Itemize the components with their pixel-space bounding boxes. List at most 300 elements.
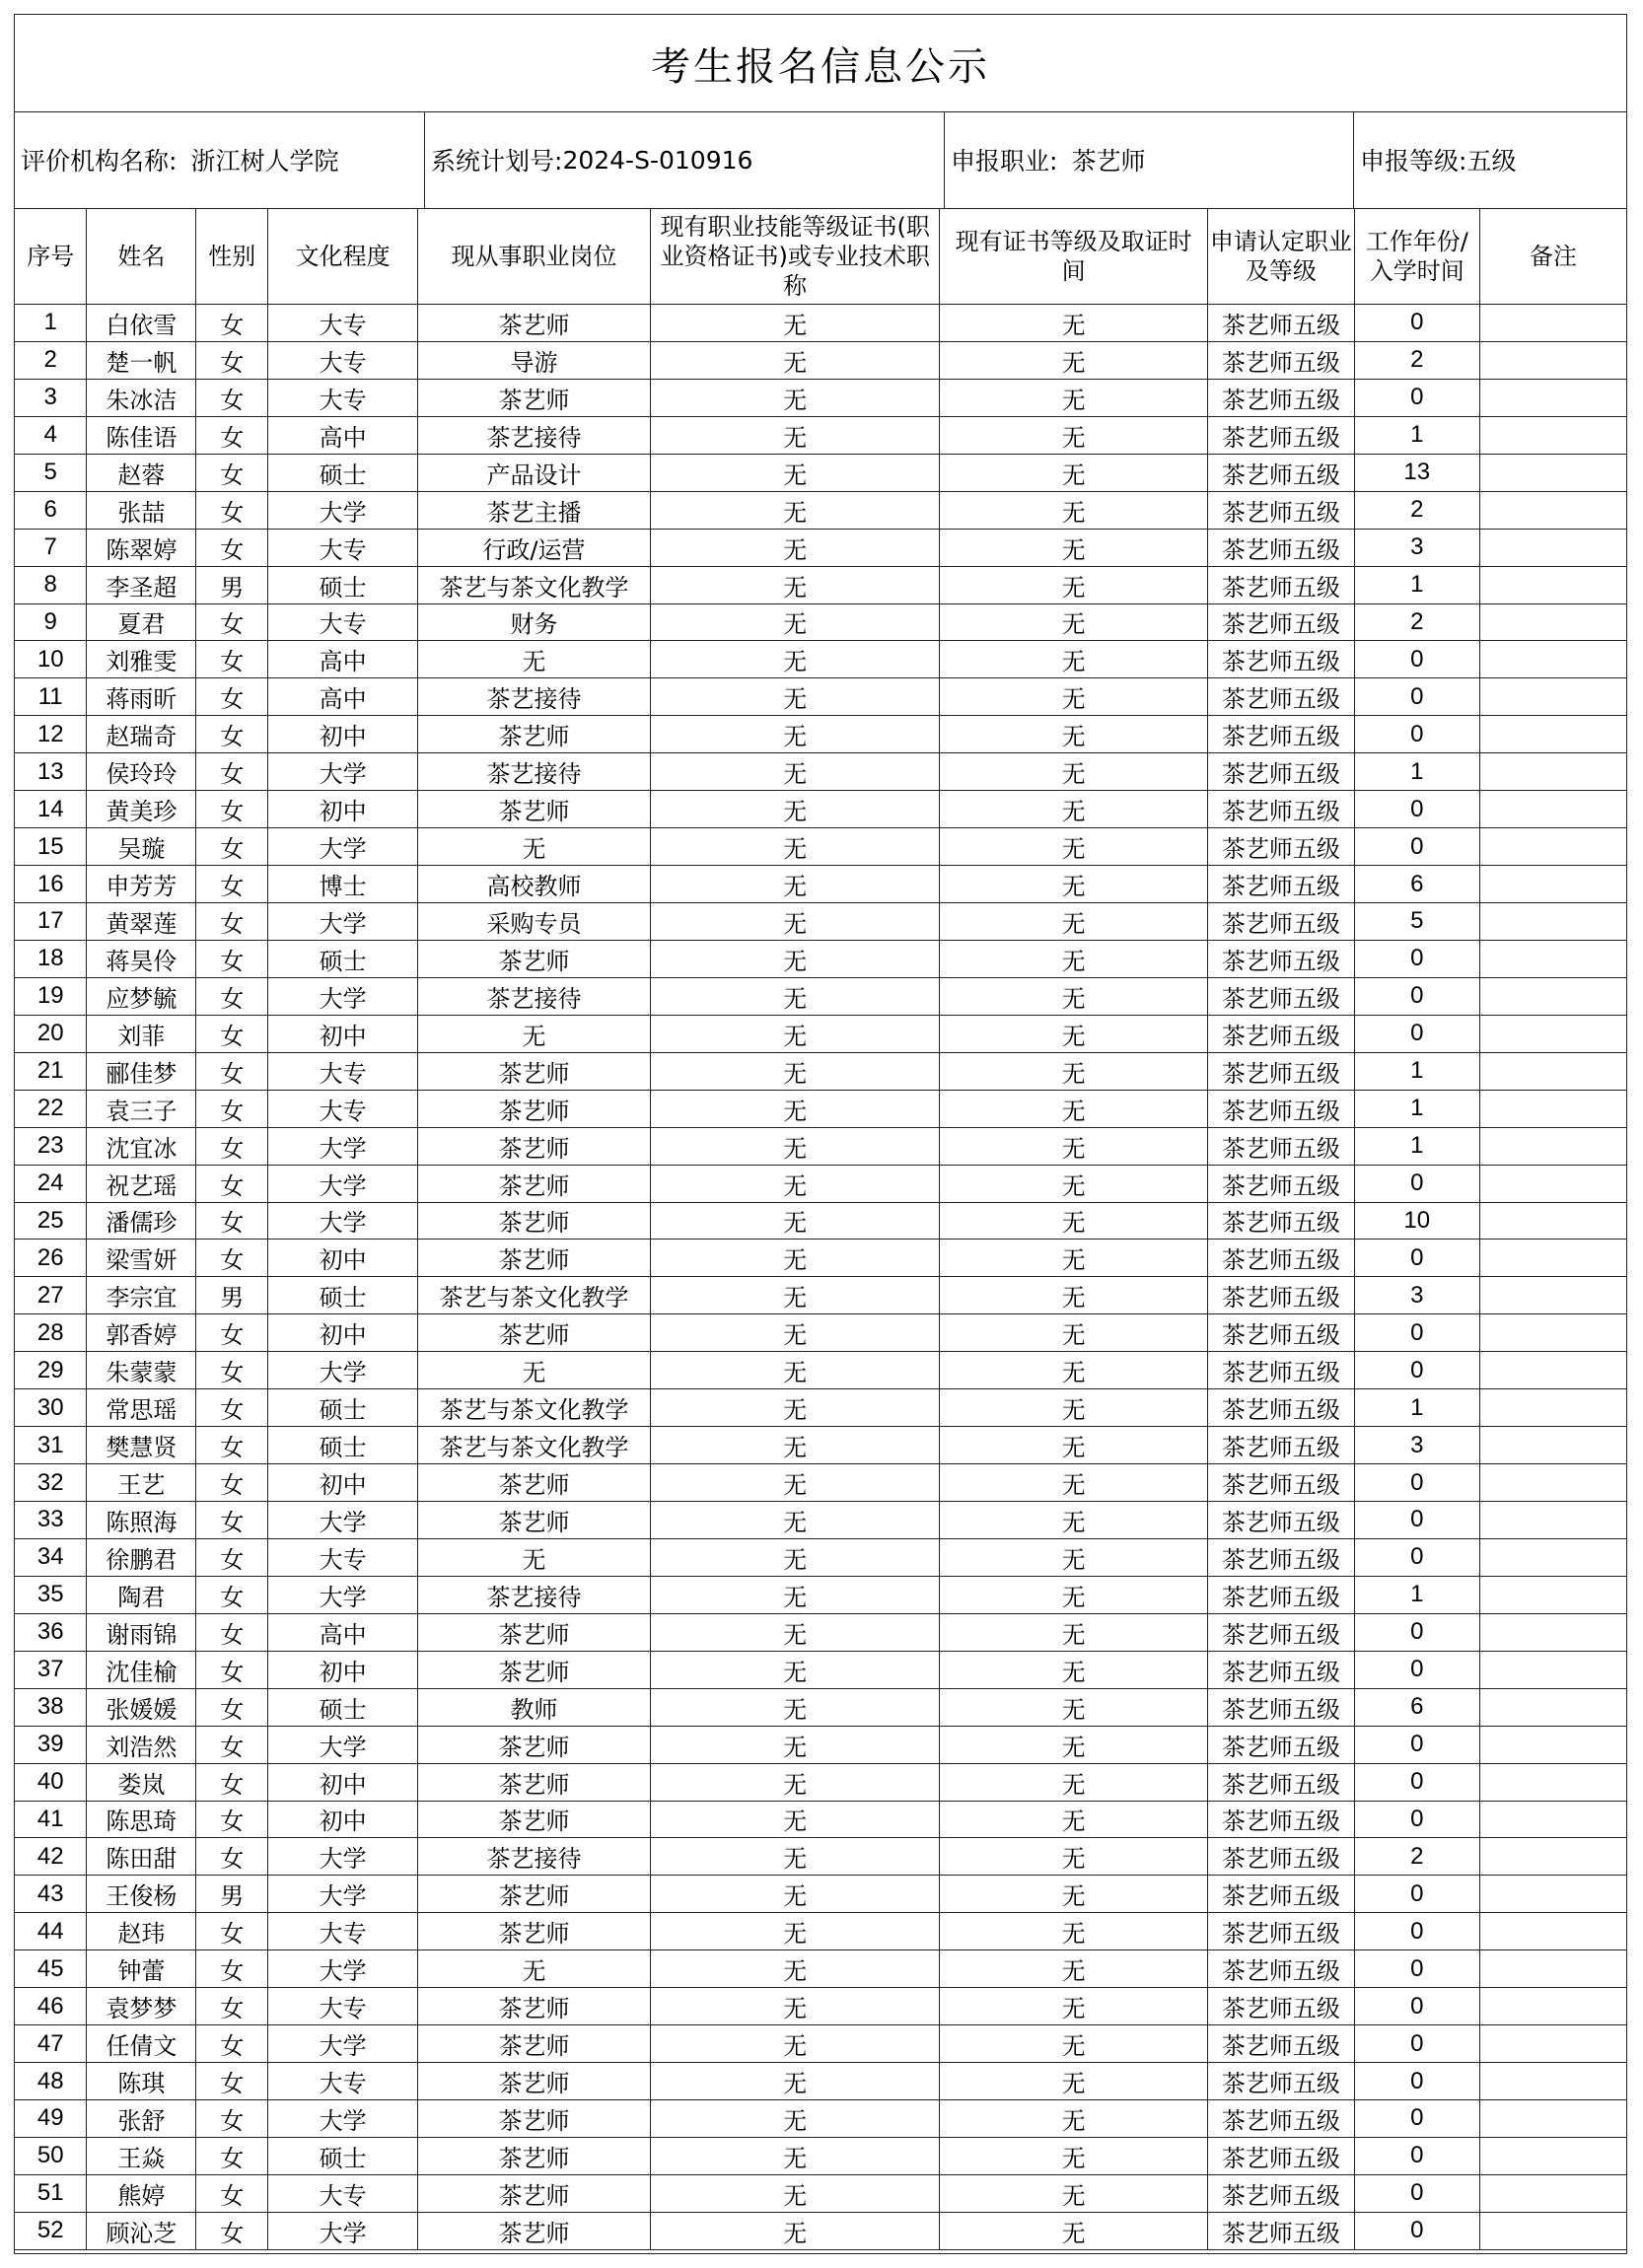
cell-index: 21 bbox=[15, 1052, 87, 1090]
cell-work-years: 0 bbox=[1354, 1352, 1479, 1389]
cell-apply-level: 茶艺师五级 bbox=[1207, 1314, 1354, 1352]
cell-education: 硕士 bbox=[268, 1427, 418, 1464]
cell-apply-level: 茶艺师五级 bbox=[1207, 2174, 1354, 2212]
cell-name: 侯玲玲 bbox=[87, 753, 196, 791]
cell-remarks bbox=[1479, 2100, 1626, 2138]
table-row bbox=[15, 1202, 1626, 1240]
cell-current-job: 茶艺师 bbox=[418, 1502, 651, 1539]
cell-certificate: 无 bbox=[650, 529, 940, 566]
cell-education: 大学 bbox=[268, 2025, 418, 2063]
cell-work-years: 0 bbox=[1354, 791, 1479, 828]
cell-gender: 女 bbox=[196, 1090, 268, 1127]
cell-apply-level: 茶艺师五级 bbox=[1207, 940, 1354, 977]
cell-gender: 女 bbox=[196, 603, 268, 641]
cell-education: 初中 bbox=[268, 1314, 418, 1352]
job-value: 茶艺师 bbox=[1071, 147, 1146, 176]
cell-name: 熊婷 bbox=[87, 2174, 196, 2212]
cell-education: 初中 bbox=[268, 1015, 418, 1052]
cell-index: 33 bbox=[15, 1502, 87, 1539]
cell-remarks bbox=[1479, 566, 1626, 603]
cell-certificate: 无 bbox=[650, 1801, 940, 1838]
cell-remarks bbox=[1479, 678, 1626, 716]
cell-education: 大专 bbox=[268, 529, 418, 566]
cell-remarks bbox=[1479, 1352, 1626, 1389]
cell-cert-level: 无 bbox=[940, 866, 1208, 903]
cell-name: 钟蕾 bbox=[87, 1950, 196, 1988]
cell-index: 22 bbox=[15, 1090, 87, 1127]
cell-cert-level: 无 bbox=[940, 977, 1208, 1015]
cell-current-job: 茶艺师 bbox=[418, 2025, 651, 2063]
cell-education: 大学 bbox=[268, 977, 418, 1015]
cell-gender: 女 bbox=[196, 1801, 268, 1838]
cell-certificate: 无 bbox=[650, 1576, 940, 1613]
org-value: 浙江树人学院 bbox=[190, 147, 339, 176]
cell-remarks bbox=[1479, 1389, 1626, 1427]
cell-current-job: 茶艺师 bbox=[418, 2212, 651, 2249]
col-header-certificate: 现有职业技能等级证书(职业资格证书)或专业技术职称 bbox=[650, 208, 940, 305]
cell-education: 初中 bbox=[268, 1801, 418, 1838]
cell-name: 祝艺瑶 bbox=[87, 1165, 196, 1202]
cell-current-job: 高校教师 bbox=[418, 866, 651, 903]
cell-name: 楚一帆 bbox=[87, 341, 196, 379]
cell-certificate: 无 bbox=[650, 416, 940, 454]
cell-certificate: 无 bbox=[650, 305, 940, 342]
cell-education: 大专 bbox=[268, 1913, 418, 1950]
cell-apply-level: 茶艺师五级 bbox=[1207, 379, 1354, 416]
cell-remarks bbox=[1479, 1202, 1626, 1240]
cell-certificate: 无 bbox=[650, 2100, 940, 2138]
cell-index: 37 bbox=[15, 1651, 87, 1688]
cell-certificate: 无 bbox=[650, 940, 940, 977]
cell-name: 沈宜冰 bbox=[87, 1127, 196, 1165]
cell-gender: 女 bbox=[196, 1950, 268, 1988]
cell-certificate: 无 bbox=[650, 2137, 940, 2174]
cell-education: 大学 bbox=[268, 491, 418, 529]
cell-cert-level: 无 bbox=[940, 1314, 1208, 1352]
cell-education: 初中 bbox=[268, 1763, 418, 1801]
cell-cert-level: 无 bbox=[940, 454, 1208, 491]
cell-apply-level: 茶艺师五级 bbox=[1207, 1502, 1354, 1539]
cell-index: 42 bbox=[15, 1838, 87, 1876]
cell-gender: 男 bbox=[196, 1876, 268, 1913]
cell-certificate: 无 bbox=[650, 1127, 940, 1165]
cell-current-job: 采购专员 bbox=[418, 903, 651, 941]
cell-apply-level: 茶艺师五级 bbox=[1207, 1015, 1354, 1052]
cell-current-job: 茶艺师 bbox=[418, 1202, 651, 1240]
table-row bbox=[15, 1613, 1626, 1651]
cell-remarks bbox=[1479, 2212, 1626, 2249]
cell-apply-level: 茶艺师五级 bbox=[1207, 1876, 1354, 1913]
cell-index: 34 bbox=[15, 1538, 87, 1576]
cell-certificate: 无 bbox=[650, 1464, 940, 1502]
cell-apply-level: 茶艺师五级 bbox=[1207, 903, 1354, 941]
cell-cert-level: 无 bbox=[940, 1352, 1208, 1389]
cell-work-years: 2 bbox=[1354, 603, 1479, 641]
cell-work-years: 0 bbox=[1354, 1876, 1479, 1913]
cell-remarks bbox=[1479, 641, 1626, 678]
table-row bbox=[15, 1427, 1626, 1464]
table-row bbox=[15, 1876, 1626, 1913]
cell-apply-level: 茶艺师五级 bbox=[1207, 529, 1354, 566]
cell-education: 硕士 bbox=[268, 454, 418, 491]
cell-gender: 女 bbox=[196, 1127, 268, 1165]
cell-current-job: 茶艺师 bbox=[418, 1127, 651, 1165]
cell-work-years: 3 bbox=[1354, 1427, 1479, 1464]
cell-remarks bbox=[1479, 1538, 1626, 1576]
cell-certificate: 无 bbox=[650, 1052, 940, 1090]
table-row bbox=[15, 1538, 1626, 1576]
cell-name: 沈佳榆 bbox=[87, 1651, 196, 1688]
cell-current-job: 茶艺师 bbox=[418, 716, 651, 753]
cell-name: 王俊杨 bbox=[87, 1876, 196, 1913]
cell-work-years: 0 bbox=[1354, 1988, 1479, 2025]
cell-gender: 女 bbox=[196, 1314, 268, 1352]
cell-gender: 女 bbox=[196, 454, 268, 491]
plan-cell bbox=[425, 111, 945, 208]
cell-gender: 女 bbox=[196, 940, 268, 977]
cell-index: 8 bbox=[15, 566, 87, 603]
cell-index: 40 bbox=[15, 1763, 87, 1801]
cell-education: 初中 bbox=[268, 1651, 418, 1688]
cell-certificate: 无 bbox=[650, 603, 940, 641]
cell-current-job: 茶艺师 bbox=[418, 1913, 651, 1950]
cell-gender: 女 bbox=[196, 416, 268, 454]
cell-remarks bbox=[1479, 379, 1626, 416]
table-row bbox=[15, 2025, 1626, 2063]
cell-certificate: 无 bbox=[650, 1538, 940, 1576]
cell-name: 刘雅雯 bbox=[87, 641, 196, 678]
table-row bbox=[15, 678, 1626, 716]
table-row bbox=[15, 1389, 1626, 1427]
cell-name: 谢雨锦 bbox=[87, 1613, 196, 1651]
cell-work-years: 5 bbox=[1354, 903, 1479, 941]
cell-apply-level: 茶艺师五级 bbox=[1207, 977, 1354, 1015]
table-row bbox=[15, 1090, 1626, 1127]
cell-education: 大学 bbox=[268, 1950, 418, 1988]
col-header-cert-level: 现有证书等级及取证时间 bbox=[940, 208, 1208, 305]
cell-apply-level: 茶艺师五级 bbox=[1207, 753, 1354, 791]
col-header-current-job: 现从事职业岗位 bbox=[418, 208, 651, 305]
cell-work-years: 0 bbox=[1354, 2025, 1479, 2063]
cell-work-years: 1 bbox=[1354, 566, 1479, 603]
cell-gender: 女 bbox=[196, 1352, 268, 1389]
cell-education: 大专 bbox=[268, 1090, 418, 1127]
cell-current-job: 茶艺师 bbox=[418, 940, 651, 977]
cell-apply-level: 茶艺师五级 bbox=[1207, 1950, 1354, 1988]
cell-certificate: 无 bbox=[650, 716, 940, 753]
cell-name: 李圣超 bbox=[87, 566, 196, 603]
cell-certificate: 无 bbox=[650, 2174, 940, 2212]
cell-gender: 女 bbox=[196, 977, 268, 1015]
cell-work-years: 0 bbox=[1354, 305, 1479, 342]
cell-index: 36 bbox=[15, 1613, 87, 1651]
cell-education: 高中 bbox=[268, 678, 418, 716]
cell-work-years: 10 bbox=[1354, 1202, 1479, 1240]
candidate-table bbox=[15, 208, 1626, 2250]
cell-work-years: 0 bbox=[1354, 940, 1479, 977]
cell-current-job: 茶艺师 bbox=[418, 1876, 651, 1913]
cell-apply-level: 茶艺师五级 bbox=[1207, 1988, 1354, 2025]
org-cell bbox=[15, 111, 425, 208]
cell-current-job: 茶艺师 bbox=[418, 1613, 651, 1651]
cell-cert-level: 无 bbox=[940, 753, 1208, 791]
cell-index: 30 bbox=[15, 1389, 87, 1427]
cell-current-job: 茶艺师 bbox=[418, 1314, 651, 1352]
cell-work-years: 6 bbox=[1354, 1688, 1479, 1726]
cell-apply-level: 茶艺师五级 bbox=[1207, 1090, 1354, 1127]
cell-certificate: 无 bbox=[650, 1015, 940, 1052]
cell-cert-level: 无 bbox=[940, 828, 1208, 866]
cell-apply-level: 茶艺师五级 bbox=[1207, 1464, 1354, 1502]
table-row bbox=[15, 1838, 1626, 1876]
cell-education: 大专 bbox=[268, 379, 418, 416]
cell-work-years: 0 bbox=[1354, 1950, 1479, 1988]
cell-cert-level: 无 bbox=[940, 1538, 1208, 1576]
cell-index: 23 bbox=[15, 1127, 87, 1165]
cell-work-years: 0 bbox=[1354, 641, 1479, 678]
cell-name: 赵玮 bbox=[87, 1913, 196, 1950]
cell-remarks bbox=[1479, 1651, 1626, 1688]
cell-name: 赵瑞奇 bbox=[87, 716, 196, 753]
table-row bbox=[15, 2100, 1626, 2138]
cell-current-job: 产品设计 bbox=[418, 454, 651, 491]
cell-gender: 女 bbox=[196, 2212, 268, 2249]
cell-name: 陈思琦 bbox=[87, 1801, 196, 1838]
cell-education: 大专 bbox=[268, 305, 418, 342]
cell-name: 樊慧贤 bbox=[87, 1427, 196, 1464]
cell-education: 大学 bbox=[268, 2100, 418, 2138]
cell-name: 王焱 bbox=[87, 2137, 196, 2174]
cell-cert-level: 无 bbox=[940, 1613, 1208, 1651]
table-row bbox=[15, 1726, 1626, 1763]
cell-education: 硕士 bbox=[268, 1688, 418, 1726]
cell-education: 硕士 bbox=[268, 940, 418, 977]
col-header-index: 序号 bbox=[15, 208, 87, 305]
table-row bbox=[15, 1988, 1626, 2025]
cell-name: 应梦毓 bbox=[87, 977, 196, 1015]
cell-cert-level: 无 bbox=[940, 903, 1208, 941]
cell-current-job: 无 bbox=[418, 828, 651, 866]
cell-index: 18 bbox=[15, 940, 87, 977]
cell-name: 李宗宜 bbox=[87, 1277, 196, 1314]
cell-apply-level: 茶艺师五级 bbox=[1207, 416, 1354, 454]
table-row bbox=[15, 1240, 1626, 1277]
cell-gender: 女 bbox=[196, 791, 268, 828]
table-row bbox=[15, 1688, 1626, 1726]
cell-name: 任倩文 bbox=[87, 2025, 196, 2063]
cell-apply-level: 茶艺师五级 bbox=[1207, 678, 1354, 716]
cell-cert-level: 无 bbox=[940, 416, 1208, 454]
cell-gender: 女 bbox=[196, 1613, 268, 1651]
cell-index: 46 bbox=[15, 1988, 87, 2025]
cell-work-years: 0 bbox=[1354, 716, 1479, 753]
table-row bbox=[15, 1127, 1626, 1165]
cell-work-years: 0 bbox=[1354, 2063, 1479, 2100]
cell-gender: 女 bbox=[196, 2100, 268, 2138]
cell-current-job: 财务 bbox=[418, 603, 651, 641]
cell-remarks bbox=[1479, 1950, 1626, 1988]
cell-certificate: 无 bbox=[650, 1876, 940, 1913]
cell-index: 49 bbox=[15, 2100, 87, 2138]
cell-index: 20 bbox=[15, 1015, 87, 1052]
cell-remarks bbox=[1479, 1801, 1626, 1838]
cell-gender: 女 bbox=[196, 1165, 268, 1202]
table-row bbox=[15, 940, 1626, 977]
cell-work-years: 2 bbox=[1354, 341, 1479, 379]
cell-cert-level: 无 bbox=[940, 1838, 1208, 1876]
cell-index: 41 bbox=[15, 1801, 87, 1838]
cell-remarks bbox=[1479, 753, 1626, 791]
cell-cert-level: 无 bbox=[940, 716, 1208, 753]
cell-gender: 女 bbox=[196, 1015, 268, 1052]
cell-remarks bbox=[1479, 341, 1626, 379]
cell-certificate: 无 bbox=[650, 1913, 940, 1950]
cell-work-years: 0 bbox=[1354, 1165, 1479, 1202]
cell-name: 张媛媛 bbox=[87, 1688, 196, 1726]
org-label: 评价机构名称: bbox=[21, 147, 178, 176]
table-row bbox=[15, 341, 1626, 379]
table-row bbox=[15, 2212, 1626, 2249]
cell-apply-level: 茶艺师五级 bbox=[1207, 1801, 1354, 1838]
cell-index: 3 bbox=[15, 379, 87, 416]
cell-gender: 女 bbox=[196, 753, 268, 791]
job-label: 申报职业: bbox=[951, 147, 1058, 176]
cell-cert-level: 无 bbox=[940, 1202, 1208, 1240]
cell-education: 初中 bbox=[268, 1240, 418, 1277]
cell-work-years: 1 bbox=[1354, 753, 1479, 791]
cell-apply-level: 茶艺师五级 bbox=[1207, 603, 1354, 641]
cell-remarks bbox=[1479, 1240, 1626, 1277]
cell-work-years: 1 bbox=[1354, 1389, 1479, 1427]
cell-gender: 女 bbox=[196, 1464, 268, 1502]
cell-current-job: 无 bbox=[418, 1015, 651, 1052]
cell-current-job: 茶艺师 bbox=[418, 2063, 651, 2100]
cell-current-job: 茶艺师 bbox=[418, 791, 651, 828]
cell-current-job: 茶艺师 bbox=[418, 1090, 651, 1127]
cell-apply-level: 茶艺师五级 bbox=[1207, 2063, 1354, 2100]
table-row bbox=[15, 416, 1626, 454]
cell-apply-level: 茶艺师五级 bbox=[1207, 341, 1354, 379]
cell-education: 初中 bbox=[268, 791, 418, 828]
cell-cert-level: 无 bbox=[940, 1913, 1208, 1950]
cell-certificate: 无 bbox=[650, 1613, 940, 1651]
cell-certificate: 无 bbox=[650, 866, 940, 903]
cell-work-years: 3 bbox=[1354, 529, 1479, 566]
cell-cert-level: 无 bbox=[940, 1988, 1208, 2025]
cell-work-years: 0 bbox=[1354, 1240, 1479, 1277]
cell-gender: 女 bbox=[196, 2025, 268, 2063]
cell-index: 13 bbox=[15, 753, 87, 791]
cell-cert-level: 无 bbox=[940, 791, 1208, 828]
cell-education: 高中 bbox=[268, 641, 418, 678]
cell-remarks bbox=[1479, 1502, 1626, 1539]
cell-gender: 女 bbox=[196, 2063, 268, 2100]
cell-work-years: 0 bbox=[1354, 1015, 1479, 1052]
cell-index: 12 bbox=[15, 716, 87, 753]
cell-cert-level: 无 bbox=[940, 1015, 1208, 1052]
cell-education: 大专 bbox=[268, 1988, 418, 2025]
cell-gender: 女 bbox=[196, 491, 268, 529]
plan-value: 2024-S-010916 bbox=[562, 145, 753, 175]
cell-gender: 女 bbox=[196, 866, 268, 903]
cell-cert-level: 无 bbox=[940, 1389, 1208, 1427]
cell-current-job: 茶艺与茶文化教学 bbox=[418, 566, 651, 603]
cell-name: 郦佳梦 bbox=[87, 1052, 196, 1090]
cell-apply-level: 茶艺师五级 bbox=[1207, 2025, 1354, 2063]
cell-remarks bbox=[1479, 1876, 1626, 1913]
cell-work-years: 0 bbox=[1354, 1464, 1479, 1502]
cell-gender: 女 bbox=[196, 341, 268, 379]
job-cell bbox=[945, 111, 1354, 208]
cell-certificate: 无 bbox=[650, 491, 940, 529]
cell-work-years: 3 bbox=[1354, 1277, 1479, 1314]
cell-work-years: 0 bbox=[1354, 379, 1479, 416]
cell-gender: 女 bbox=[196, 1913, 268, 1950]
cell-gender: 女 bbox=[196, 1651, 268, 1688]
cell-remarks bbox=[1479, 1464, 1626, 1502]
cell-work-years: 0 bbox=[1354, 828, 1479, 866]
cell-cert-level: 无 bbox=[940, 1726, 1208, 1763]
cell-cert-level: 无 bbox=[940, 491, 1208, 529]
table-row bbox=[15, 2063, 1626, 2100]
cell-gender: 女 bbox=[196, 305, 268, 342]
cell-cert-level: 无 bbox=[940, 1763, 1208, 1801]
table-row bbox=[15, 603, 1626, 641]
cell-remarks bbox=[1479, 1913, 1626, 1950]
cell-remarks bbox=[1479, 903, 1626, 941]
table-row bbox=[15, 2174, 1626, 2212]
cell-apply-level: 茶艺师五级 bbox=[1207, 1726, 1354, 1763]
cell-remarks bbox=[1479, 1613, 1626, 1651]
cell-work-years: 0 bbox=[1354, 1651, 1479, 1688]
col-header-education: 文化程度 bbox=[268, 208, 418, 305]
cell-index: 35 bbox=[15, 1576, 87, 1613]
cell-cert-level: 无 bbox=[940, 1052, 1208, 1090]
cell-gender: 女 bbox=[196, 1052, 268, 1090]
notice-sheet bbox=[14, 14, 1627, 2254]
cell-cert-level: 无 bbox=[940, 1464, 1208, 1502]
cell-cert-level: 无 bbox=[940, 1165, 1208, 1202]
cell-apply-level: 茶艺师五级 bbox=[1207, 1538, 1354, 1576]
cell-gender: 女 bbox=[196, 529, 268, 566]
cell-certificate: 无 bbox=[650, 1427, 940, 1464]
cell-cert-level: 无 bbox=[940, 1277, 1208, 1314]
table-header-row bbox=[15, 208, 1626, 305]
cell-education: 硕士 bbox=[268, 1389, 418, 1427]
cell-certificate: 无 bbox=[650, 1950, 940, 1988]
cell-cert-level: 无 bbox=[940, 940, 1208, 977]
cell-apply-level: 茶艺师五级 bbox=[1207, 1613, 1354, 1651]
info-row bbox=[15, 111, 1626, 209]
cell-current-job: 茶艺师 bbox=[418, 2100, 651, 2138]
cell-education: 高中 bbox=[268, 416, 418, 454]
cell-apply-level: 茶艺师五级 bbox=[1207, 1913, 1354, 1950]
cell-certificate: 无 bbox=[650, 678, 940, 716]
cell-index: 45 bbox=[15, 1950, 87, 1988]
cell-gender: 女 bbox=[196, 641, 268, 678]
cell-current-job: 茶艺师 bbox=[418, 1988, 651, 2025]
table-row bbox=[15, 1352, 1626, 1389]
cell-apply-level: 茶艺师五级 bbox=[1207, 2100, 1354, 2138]
cell-gender: 男 bbox=[196, 1277, 268, 1314]
cell-education: 大专 bbox=[268, 603, 418, 641]
cell-current-job: 无 bbox=[418, 1950, 651, 1988]
cell-apply-level: 茶艺师五级 bbox=[1207, 1389, 1354, 1427]
cell-current-job: 导游 bbox=[418, 341, 651, 379]
cell-certificate: 无 bbox=[650, 1352, 940, 1389]
cell-current-job: 茶艺接待 bbox=[418, 678, 651, 716]
cell-work-years: 0 bbox=[1354, 1763, 1479, 1801]
